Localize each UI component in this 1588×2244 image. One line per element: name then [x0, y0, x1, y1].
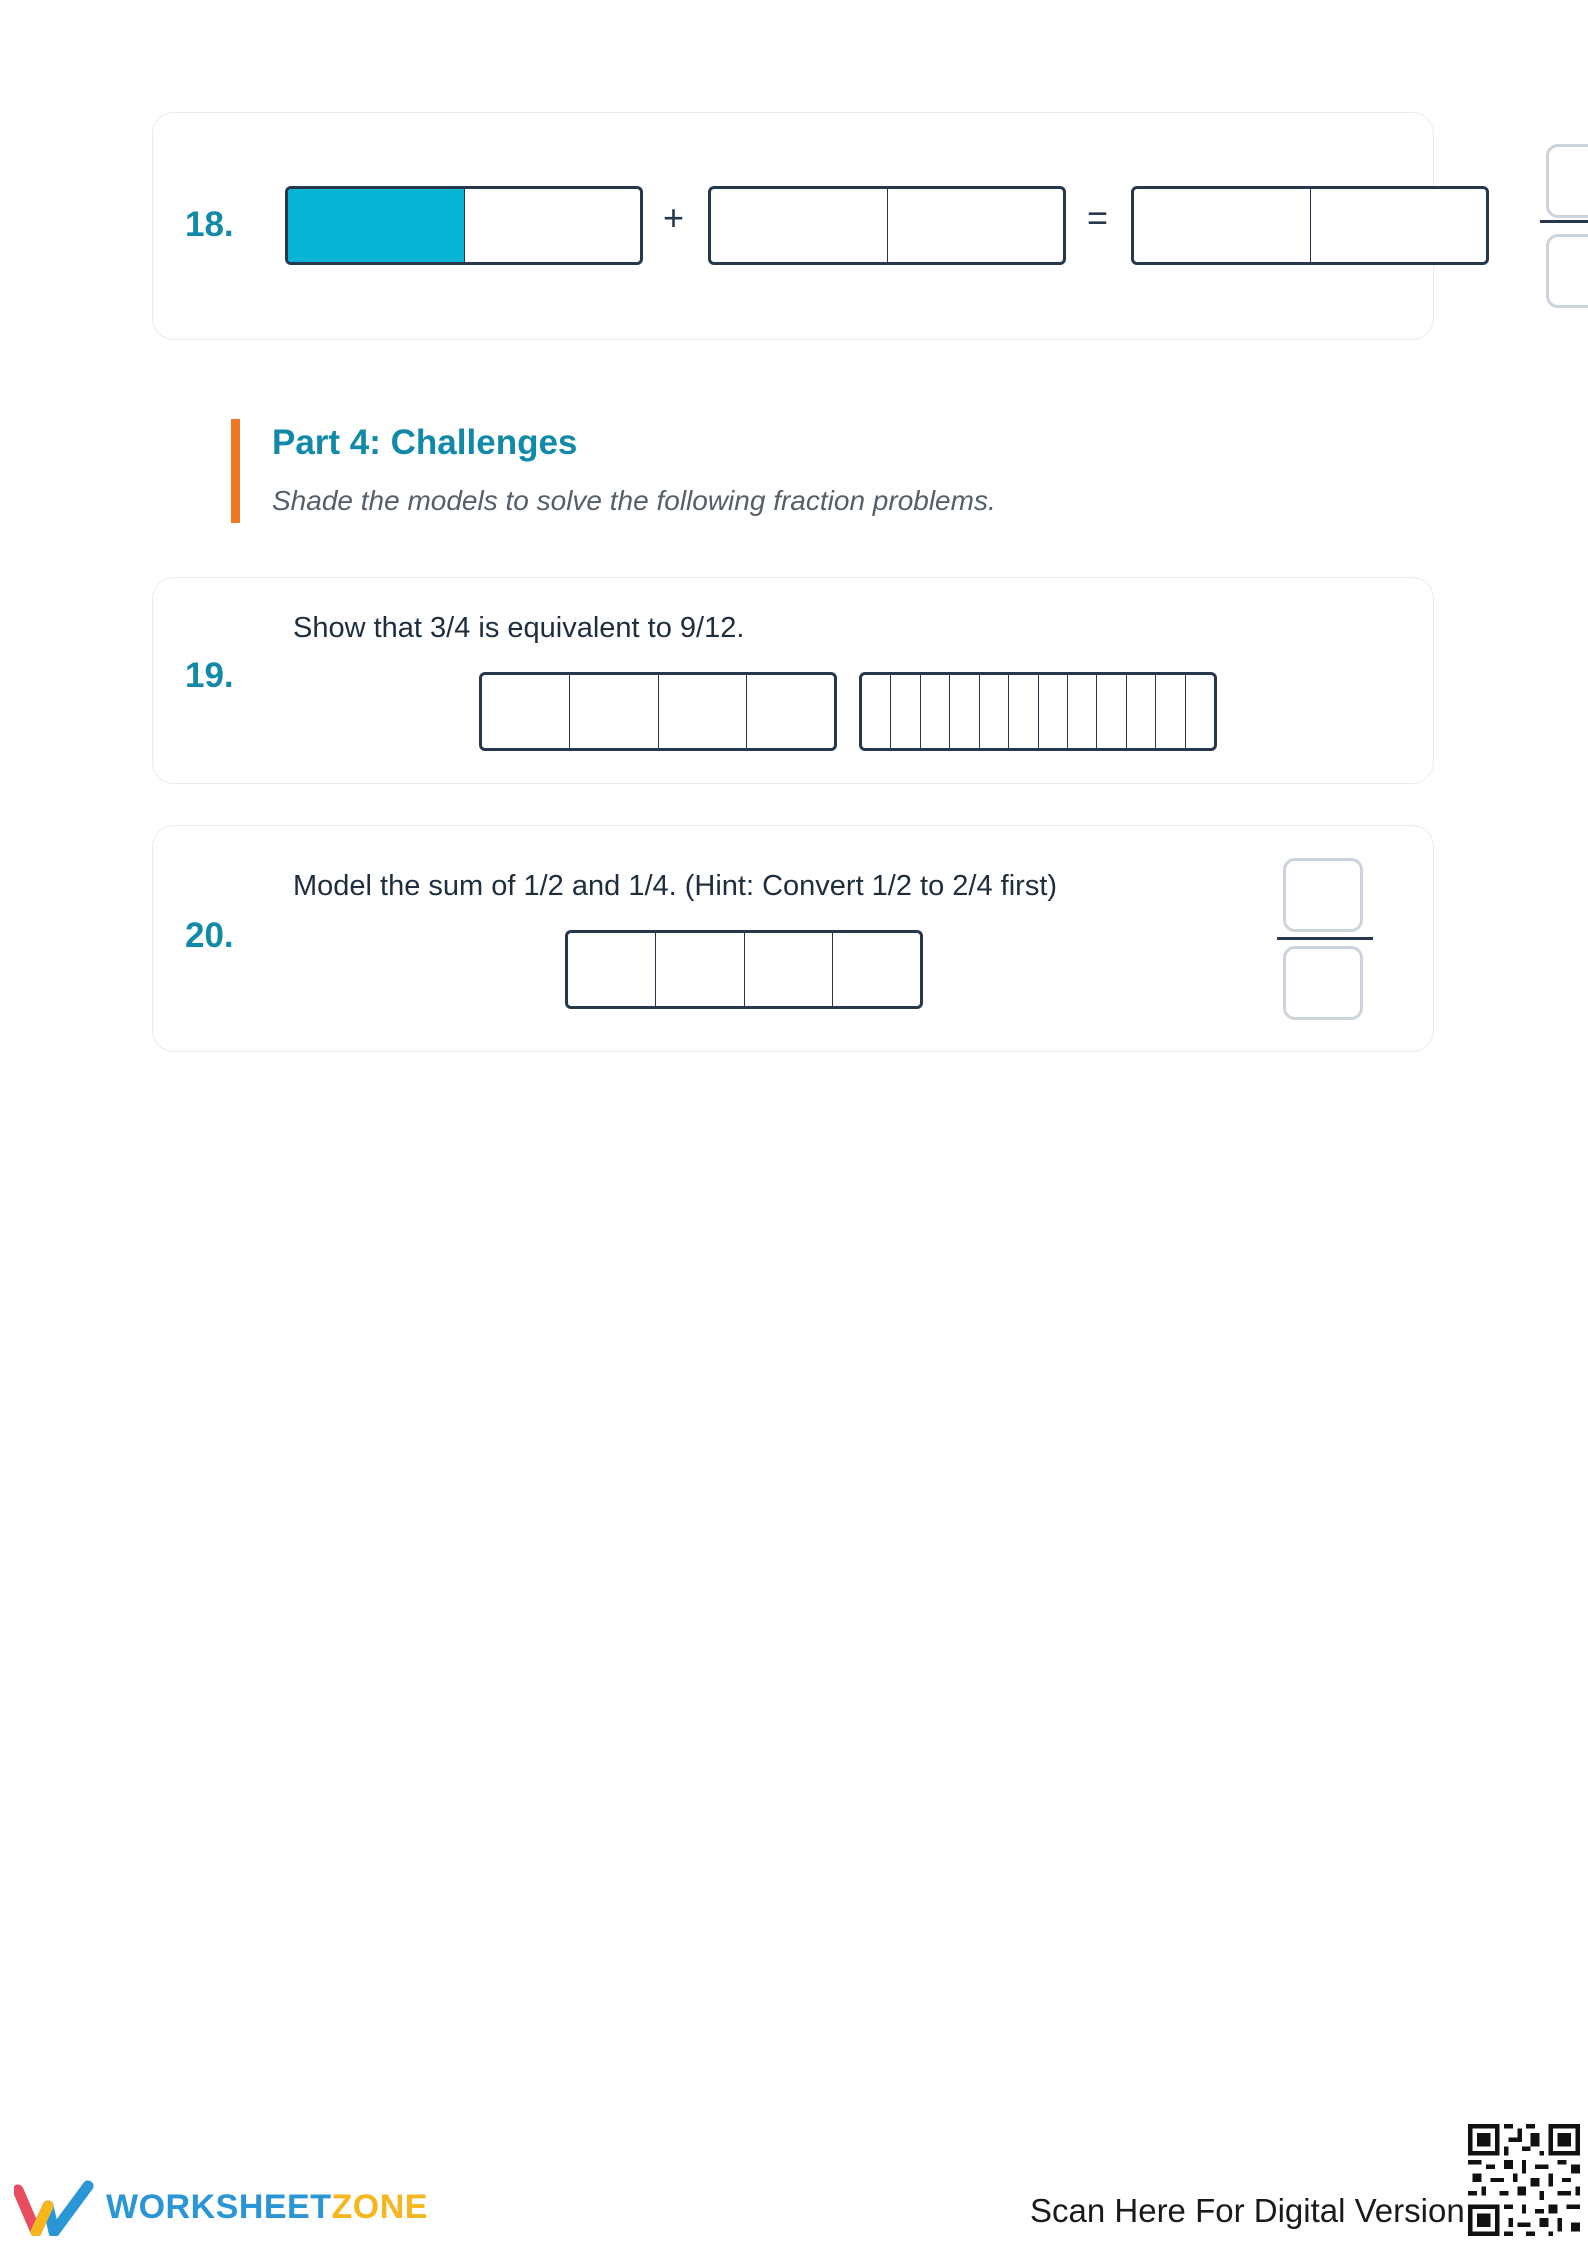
- section-instructions: Shade the models to solve the following fraction problems.: [272, 485, 996, 516]
- scan-caption: Scan Here For Digital Version: [1030, 2192, 1465, 2229]
- qr-code-icon[interactable]: [1468, 2124, 1580, 2236]
- question-card-20: [152, 825, 1434, 1052]
- fraction-bar-model[interactable]: [565, 930, 923, 1009]
- shaded-segment[interactable]: [288, 189, 464, 262]
- equals-sign: =: [1087, 197, 1109, 238]
- fraction-bar-model[interactable]: [708, 186, 1066, 265]
- denominator-box[interactable]: [1283, 946, 1363, 1020]
- bar-segment[interactable]: [862, 675, 890, 748]
- bar-segment[interactable]: [1134, 189, 1310, 262]
- bar-segment[interactable]: [711, 189, 887, 262]
- plus-sign: +: [663, 197, 685, 238]
- question-card-18: [152, 112, 1434, 340]
- bar-segment[interactable]: [744, 933, 832, 1006]
- numerator-box[interactable]: [1546, 144, 1588, 218]
- section-accent-bar: [231, 419, 240, 523]
- brand-part-worksheet: WORKSHEET: [106, 2188, 332, 2226]
- bar-segment[interactable]: [746, 675, 834, 748]
- brand-name: [106, 2188, 428, 2227]
- bar-segment[interactable]: [979, 675, 1008, 748]
- bar-segment[interactable]: [1067, 675, 1096, 748]
- bar-segment[interactable]: [1096, 675, 1125, 748]
- bar-segment[interactable]: [1155, 675, 1184, 748]
- bar-segment[interactable]: [949, 675, 978, 748]
- fraction-bar-model[interactable]: [479, 672, 837, 751]
- bar-segment[interactable]: [1126, 675, 1155, 748]
- bar-segment[interactable]: [464, 189, 641, 262]
- question-prompt: Model the sum of 1/2 and 1/4. (Hint: Convert 1/2 to 2/4 first): [293, 870, 1058, 902]
- denominator-box[interactable]: [1546, 234, 1588, 308]
- bar-segment[interactable]: [658, 675, 746, 748]
- bar-segment[interactable]: [568, 933, 655, 1006]
- worksheetzone-logo: [14, 2180, 94, 2236]
- question-number: 20.: [185, 916, 234, 955]
- bar-segment[interactable]: [1038, 675, 1067, 748]
- fraction-bar-model[interactable]: [285, 186, 643, 265]
- bar-segment[interactable]: [887, 189, 1064, 262]
- bar-segment[interactable]: [1008, 675, 1037, 748]
- fraction-line: [1540, 220, 1588, 223]
- numerator-box[interactable]: [1283, 858, 1363, 932]
- question-number: 19.: [185, 656, 234, 695]
- fraction-bar-model[interactable]: [1131, 186, 1489, 265]
- brand-part-zone: ZONE: [331, 2188, 428, 2226]
- fraction-bar-model[interactable]: [859, 672, 1217, 751]
- bar-segment[interactable]: [1310, 189, 1487, 262]
- bar-segment[interactable]: [890, 675, 919, 748]
- fraction-line: [1277, 937, 1373, 940]
- question-prompt: Show that 3/4 is equivalent to 9/12.: [293, 612, 745, 644]
- question-number: 18.: [185, 205, 234, 244]
- bar-segment[interactable]: [569, 675, 657, 748]
- bar-segment[interactable]: [920, 675, 949, 748]
- section-title: Part 4: Challenges: [272, 423, 578, 462]
- bar-segment[interactable]: [655, 933, 743, 1006]
- bar-segment[interactable]: [482, 675, 569, 748]
- question-card-19: [152, 577, 1434, 784]
- bar-segment[interactable]: [832, 933, 920, 1006]
- bar-segment[interactable]: [1185, 675, 1214, 748]
